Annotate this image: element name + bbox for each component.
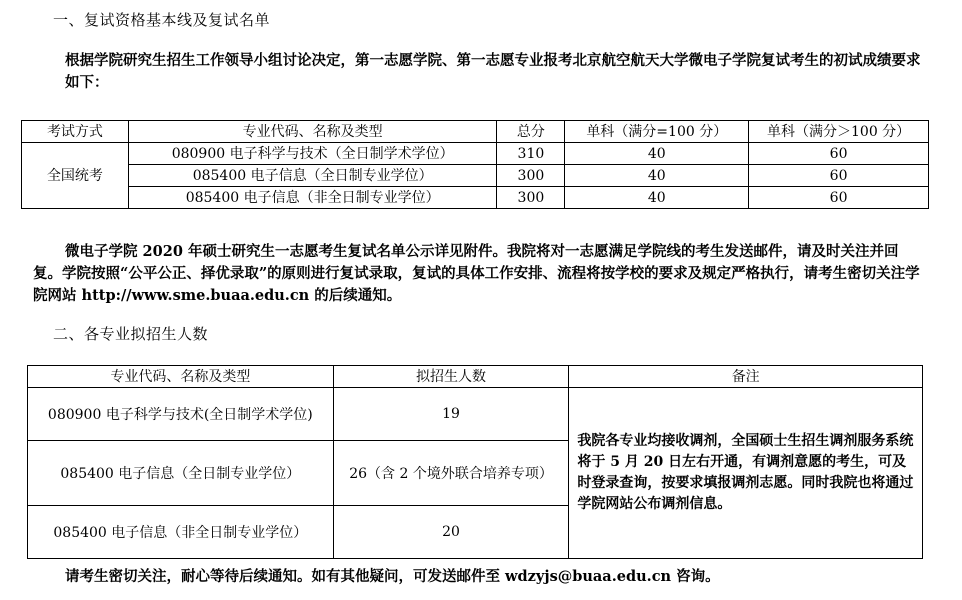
footer-note: 请考生密切关注，耐心等待后续通知。如有其他疑问，可发送邮件至 wdzyjs@buaa.edu.cn 咨询。 — [65, 568, 720, 585]
header-exam-method: 考试方式 — [22, 121, 129, 143]
single-100-cell: 40 — [565, 143, 749, 165]
major-cell: 080900 电子科学与技术(全日制学术学位) — [28, 388, 334, 441]
single-over-100-cell: 60 — [749, 165, 929, 187]
single-over-100-cell: 60 — [749, 143, 929, 165]
quota-cell: 19 — [333, 388, 569, 441]
header-major: 专业代码、名称及类型 — [128, 121, 497, 143]
major-cell: 085400 电子信息（全日制专业学位） — [28, 441, 334, 506]
table-header-row — [28, 366, 923, 388]
quota-cell: 20 — [333, 506, 569, 559]
table-row — [28, 388, 923, 441]
major-cell: 085400 电子信息（全日制专业学位） — [128, 165, 497, 187]
section1-title: 一、复试资格基本线及复试名单 — [53, 11, 271, 29]
total-cell: 300 — [497, 187, 565, 209]
section1-notice: 微电子学院 2020 年硕士研究生一志愿考生复试名单公示详见附件。我院将对一志愿满足学院线的考生发送邮件，请及时关注并回复。学院按照“公平公正、择优录取”的原则进行复试录取，复试的具体工作安排、流程将按学校的要求及规定严格执行，请考生密切关注学院网站 http://www.sme.buaa.edu.cn 的后续通知。 — [33, 243, 920, 304]
major-cell: 085400 电子信息（非全日制专业学位） — [128, 187, 497, 209]
quota-cell: 26（含 2 个境外联合培养专项） — [333, 441, 569, 506]
major-cell: 085400 电子信息（非全日制专业学位） — [28, 506, 334, 559]
table-row — [22, 143, 929, 165]
total-cell: 310 — [497, 143, 565, 165]
exam-method-cell: 全国统考 — [22, 143, 129, 209]
single-100-cell: 40 — [565, 187, 749, 209]
header-note: 备注 — [569, 366, 923, 388]
single-over-100-cell: 60 — [749, 187, 929, 209]
score-requirements-table — [21, 120, 929, 209]
header-single-100: 单科（满分=100 分） — [565, 121, 749, 143]
enrollment-quota-table — [27, 365, 923, 559]
header-total: 总分 — [497, 121, 565, 143]
table-row — [22, 187, 929, 209]
header-major: 专业代码、名称及类型 — [28, 366, 334, 388]
header-quota: 拟招生人数 — [333, 366, 569, 388]
header-single-over-100: 单科（满分＞100 分） — [749, 121, 929, 143]
table-header-row — [22, 121, 929, 143]
total-cell: 300 — [497, 165, 565, 187]
section2-title: 二、各专业拟招生人数 — [53, 325, 209, 343]
single-100-cell: 40 — [565, 165, 749, 187]
section1-intro: 根据学院研究生招生工作领导小组讨论决定，第一志愿学院、第一志愿专业报考北京航空航天大学微电子学院复试考生的初试成绩要求如下： — [65, 52, 921, 91]
note-cell: 我院各专业均接收调剂，全国硕士生招生调剂服务系统将于 5 月 20 日左右开通，有调剂意愿的考生，可及时登录查询，按要求填报调剂志愿。同时我院也将通过学院网站公布调剂信息。 — [569, 388, 923, 559]
major-cell: 080900 电子科学与技术（全日制学术学位） — [128, 143, 497, 165]
table-row — [22, 165, 929, 187]
